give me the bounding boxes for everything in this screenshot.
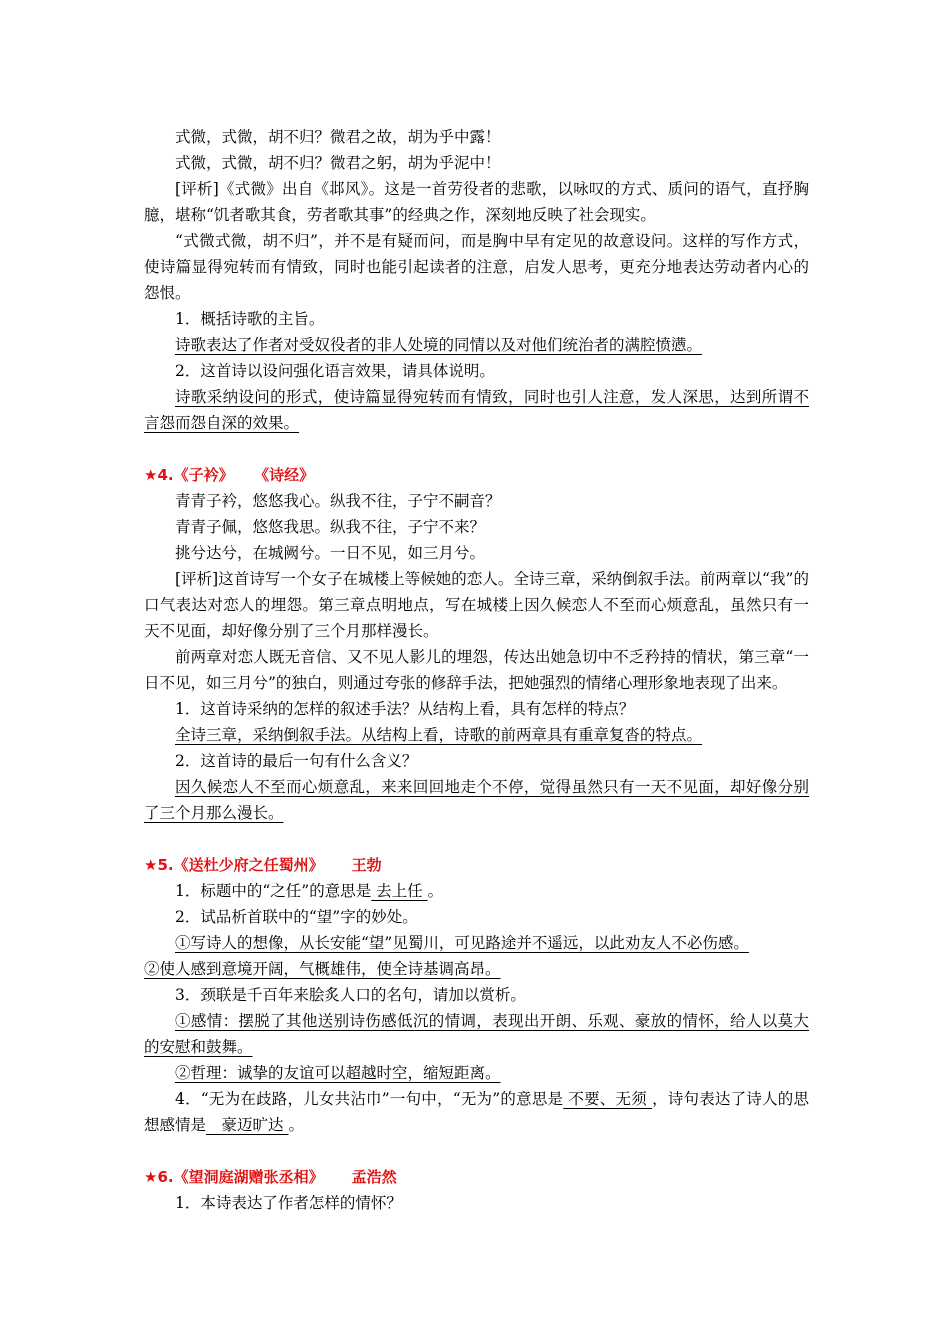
poem-line: 式微，式微，胡不归？微君之躬，胡为乎泥中！ — [175, 154, 501, 172]
poem-line: 青青子佩，悠悠我思。纵我不往，子宁不来？ — [175, 518, 486, 536]
question: 1．本诗表达了作者怎样的情怀？ — [175, 1194, 402, 1212]
poem-line: 青青子衿，悠悠我心。纵我不往，子宁不嗣音？ — [175, 492, 501, 510]
poem-line: 挑兮达兮，在城阙兮。一日不见，如三月兮。 — [175, 544, 486, 562]
analysis-paragraph: 前两章对恋人既无音信、又不见人影儿的埋怨，传达出她急切中不乏矜持的情状，第三章“一日不见，如三月兮”的独白，则通过夸张的修辞手法，把她强烈的情绪心理形象地表现了出来。 — [144, 648, 809, 692]
question: 2．这首诗以设问强化语言效果，请具体说明。 — [175, 362, 495, 380]
section-title: ★6.《望洞庭湖赠张丞相》 — [144, 1168, 324, 1186]
question-text: 。 — [288, 1116, 304, 1134]
question: 2．试品析首联中的“望”字的妙处。 — [175, 908, 418, 926]
answer: ①写诗人的想像，从长安能“望”见蜀川，可见路途并不遥远，以此劝友人不必伤感。 — [175, 934, 749, 952]
answer: 诗歌采纳设问的形式，使诗篇显得宛转而有情致，同时也引人注意，发人深思，达到所谓不言怨而怨自深的效果。 — [144, 388, 809, 432]
section-heading — [144, 462, 809, 488]
poem-line: 式微，式微，胡不归？微君之故，胡为乎中露！ — [175, 128, 501, 146]
question-text: 1．标题中的“之任”的意思是 — [175, 882, 372, 900]
analysis-paragraph: [评析]《式微》出自《邶风》。这是一首劳役者的悲歌，以咏叹的方式、质问的语气，直抒胸臆，堪称“饥者歌其食，劳者歌其事”的经典之作，深刻地反映了社会现实。 — [144, 180, 809, 224]
answer: ②哲理：诚挚的友谊可以超越时空，缩短距离。 — [175, 1064, 501, 1082]
section-author: 《诗经》 — [261, 466, 315, 484]
question-text: 。 — [427, 882, 444, 900]
question — [144, 878, 809, 904]
question: 1．概括诗歌的主旨。 — [175, 310, 325, 328]
section-title: ★4.《子衿》 — [144, 466, 234, 484]
section-heading — [144, 1164, 809, 1190]
section-author: 孟浩然 — [351, 1168, 397, 1186]
question-text: ，诗句表达了诗人的思想感情是 — [144, 1090, 809, 1134]
answer: 因久候恋人不至而心烦意乱，来来回回地走个不停，觉得虽然只有一天不见面，却好像分别了三个月那么漫长。 — [144, 778, 809, 822]
answer: ①感情：摆脱了其他送别诗伤感低沉的情调，表现出开朗、乐观、豪放的情怀，给人以莫大的安慰和鼓舞。 — [144, 1012, 809, 1056]
section-author: 王勃 — [351, 856, 382, 874]
analysis-paragraph: “式微式微，胡不归”，并不是有疑而问，而是胸中早有定见的故意设问。这样的写作方式，使诗篇显得宛转而有情致，同时也能引起读者的注意，启发人思考，更充分地表达劳动者内心的怨恨。 — [144, 232, 809, 302]
section-heading — [144, 852, 809, 878]
question: 2．这首诗的最后一句有什么含义？ — [175, 752, 418, 770]
question: 3．颈联是千百年来脍炙人口的名句，请加以赏析。 — [175, 986, 526, 1004]
answer: 诗歌表达了作者对受奴役者的非人处境的同情以及对他们统治者的满腔愤懑。 — [175, 336, 703, 354]
analysis-paragraph: [评析]这首诗写一个女子在城楼上等候她的恋人。全诗三章，采纳倒叙手法。前两章以“我”的口气表达对恋人的埋怨。第三章点明地点，写在城楼上因久候恋人不至而心烦意乱，虽然只有一天不见面，却好像分别了三个月那样漫长。 — [144, 570, 809, 640]
question — [144, 1086, 809, 1138]
answer-blank: 豪迈旷达 — [206, 1116, 289, 1134]
question-text: 4．“无为在歧路，儿女共沾巾”一句中，“无为”的意思是 — [175, 1090, 564, 1108]
question: 1．这首诗采纳的怎样的叙述手法？从结构上看，具有怎样的特点？ — [175, 700, 635, 718]
answer: 全诗三章，采纳倒叙手法。从结构上看，诗歌的前两章具有重章复沓的特点。 — [175, 726, 703, 744]
document-page — [144, 124, 809, 1216]
section-title: ★5.《送杜少府之任蜀州》 — [144, 856, 324, 874]
answer-blank: 不要、无须 — [563, 1090, 653, 1108]
answer: ②使人感到意境开阔，气概雄伟，使全诗基调高昂。 — [144, 960, 501, 978]
answer-blank: 去上任 — [371, 882, 428, 900]
